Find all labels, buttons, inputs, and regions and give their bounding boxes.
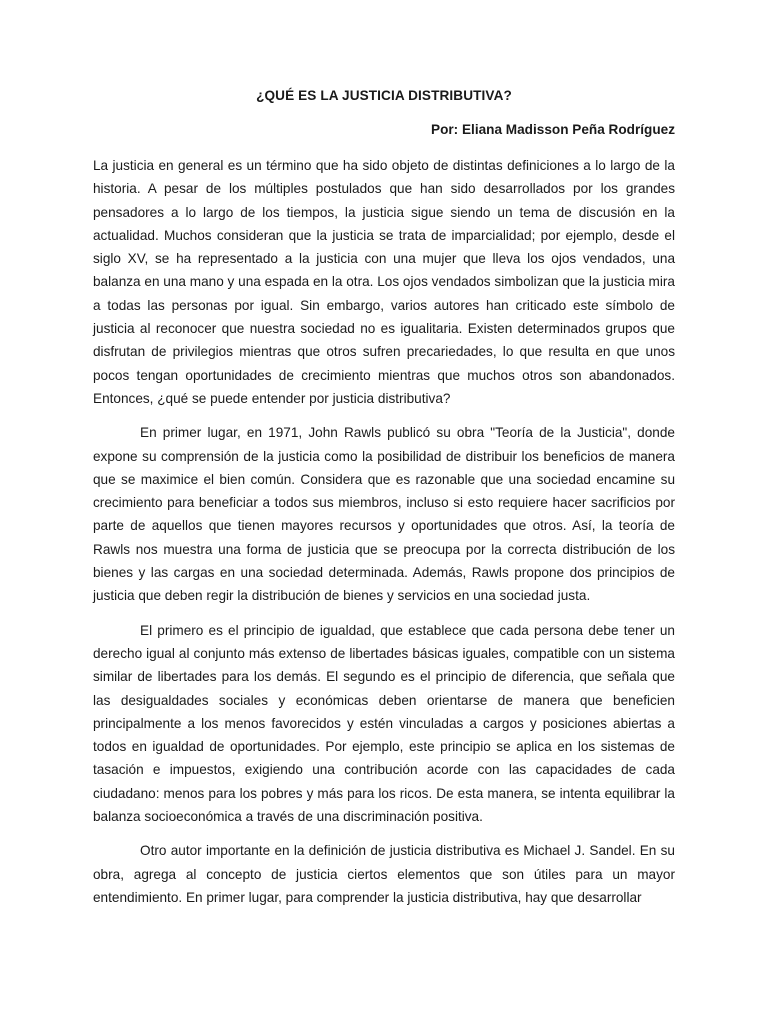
document-author: Por: Eliana Madisson Peña Rodríguez [431, 122, 675, 137]
document-title: ¿QUÉ ES LA JUSTICIA DISTRIBUTIVA? [256, 88, 512, 103]
paragraph-4: Otro autor importante en la definición de justicia distributiva es Michael J. Sandel. En su obra, agrega al concepto de justicia ciertos elementos que son útiles para un mayor entendimiento. En primer lugar, para comprender la justicia distributiva, hay que desarrollar [93, 843, 675, 905]
document-body [93, 154, 675, 920]
paragraph-1: La justicia en general es un término que ha sido objeto de distintas definiciones a lo largo de la historia. A pesar de los múltiples postulados que han sido desarrollados por los grandes pensadores a lo largo de los tiempos, la justicia sigue siendo un tema de discusión en la actualidad. Muchos consideran que la justicia se trata de imparcialidad; por ejemplo, desde el siglo XV, se ha representado a la justicia con una mujer que lleva los ojos vendados, una balanza en una mano y una espada en la otra. Los ojos vendados simbolizan que la justicia mira a todas las personas por igual. Sin embargo, varios autores han criticado este símbolo de justicia al reconocer que nuestra sociedad no es igualitaria. Existen determinados grupos que disfrutan de privilegios mientras que otros sufren precariedades, lo que resulta en que unos pocos tengan oportunidades de crecimiento mientras que muchos otros son abandonados. Entonces, ¿qué se puede entender por justicia distributiva? [93, 158, 675, 406]
paragraph-3: El primero es el principio de igualdad, que establece que cada persona debe tener un derecho igual al conjunto más extenso de libertades básicas iguales, compatible con un sistema similar de libertades para los demás. El segundo es el principio de diferencia, que señala que las desigualdades sociales y económicas deben orientarse de manera que beneficien principalmente a los menos favorecidos y estén vinculadas a cargos y posiciones abiertas a todos en igualdad de oportunidades. Por ejemplo, este principio se aplica en los sistemas de tasación e impuestos, exigiendo una contribución acorde con las capacidades de cada ciudadano: menos para los pobres y más para los ricos. De esta manera, se intenta equilibrar la balanza socioeconómica a través de una discriminación positiva. [93, 622, 675, 825]
paragraph-2: En primer lugar, en 1971, John Rawls publicó su obra "Teoría de la Justicia", donde expone su comprensión de la justicia como la posibilidad de distribuir los beneficios de manera que se maximice el bien común. Considera que es razonable que una sociedad encamine su crecimiento para beneficiar a todos sus miembros, incluso si esto requiere hacer sacrificios por parte de aquellos que tienen mayores recursos y oportunidades que otros. Así, la teoría de Rawls nos muestra una forma de justicia que se preocupa por la correcta distribución de los bienes y las cargas en una sociedad determinada. Además, Rawls propone dos principios de justicia que deben regir la distribución de bienes y servicios en una sociedad justa. [93, 425, 675, 604]
